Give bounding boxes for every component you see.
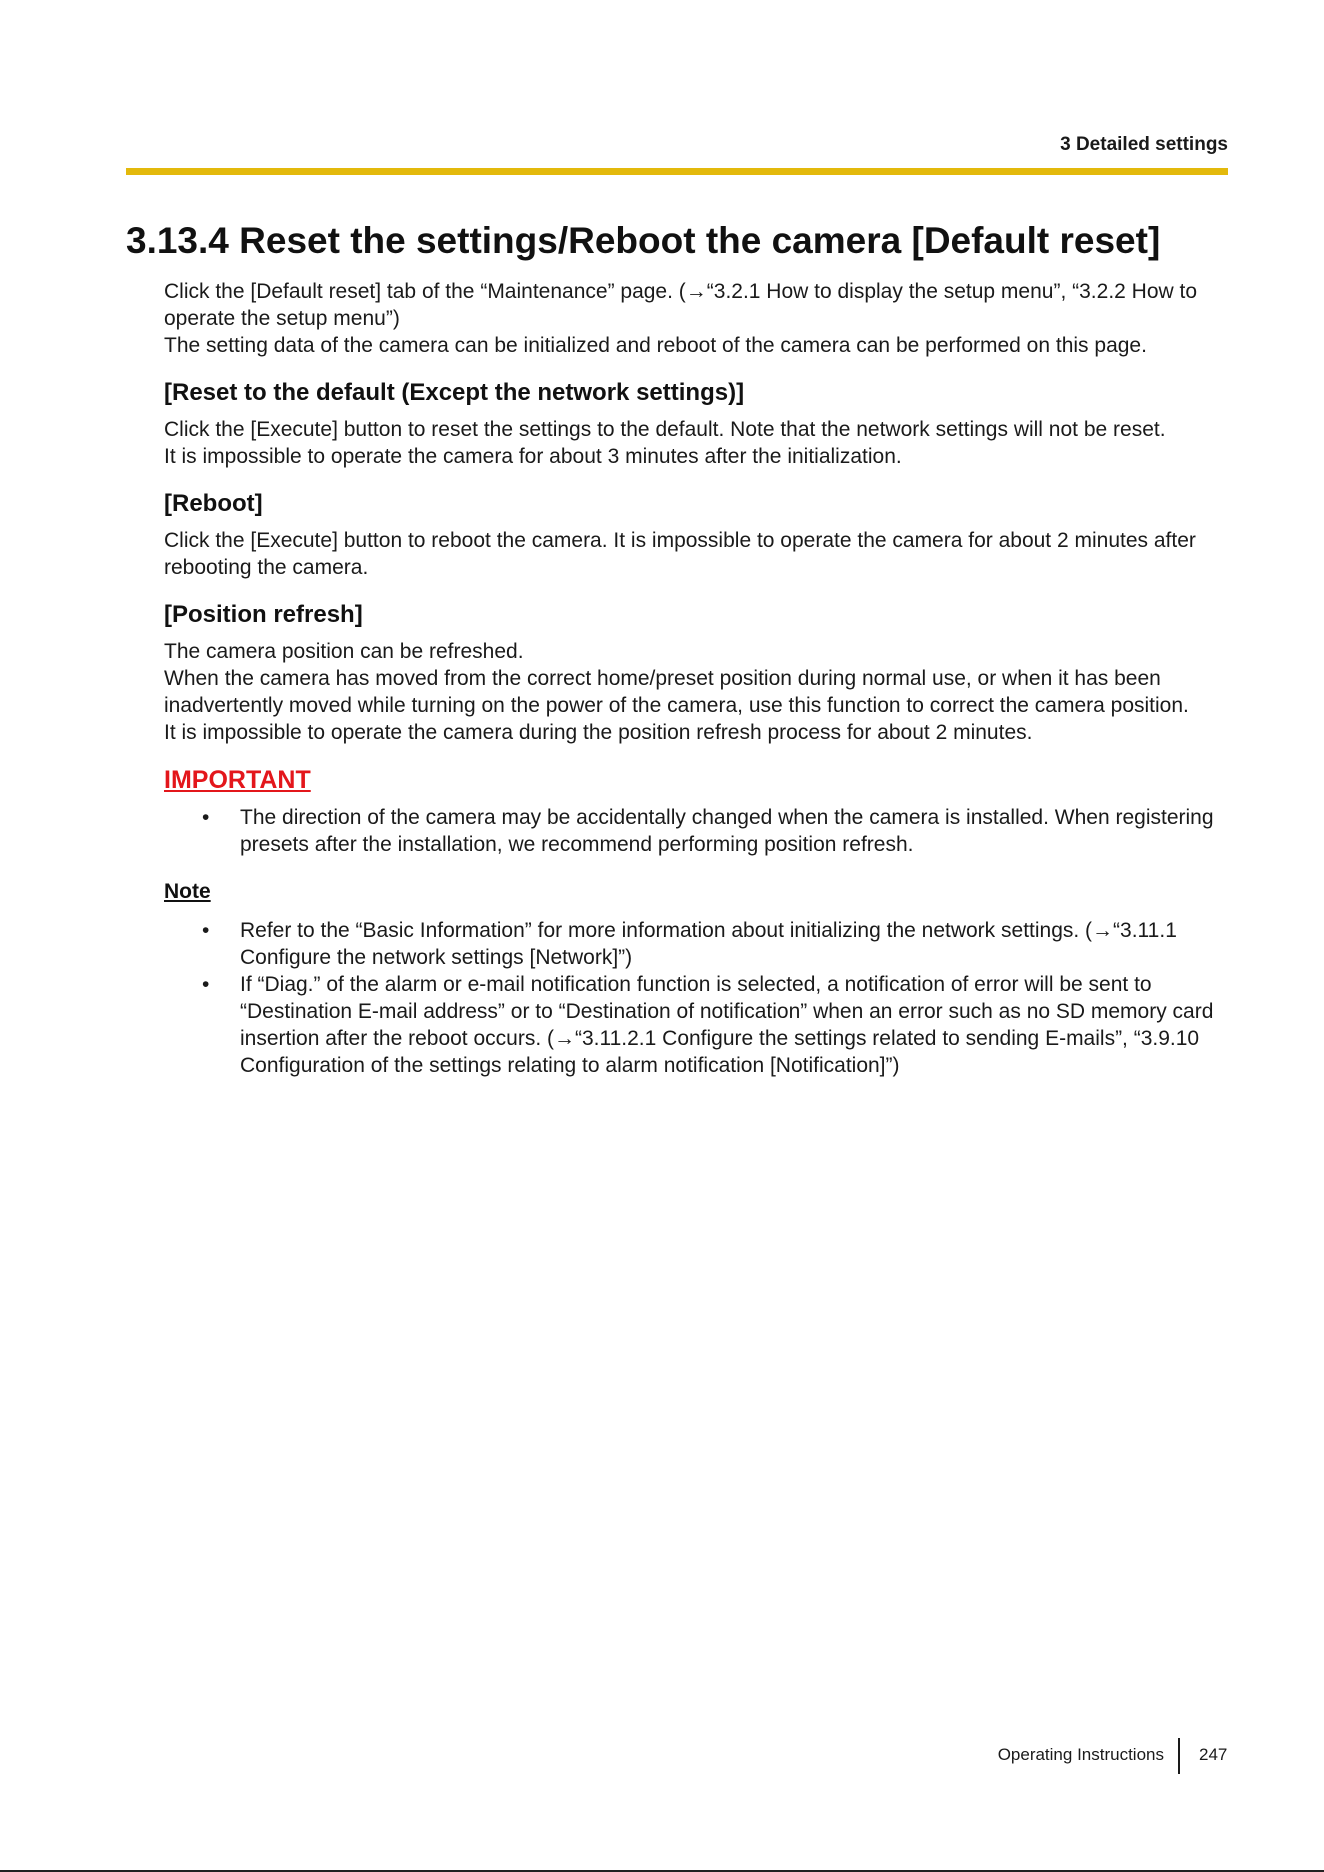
page-content	[164, 278, 1232, 1079]
note-label: Note	[164, 880, 211, 903]
note-item-text: If “Diag.” of the alarm or e-mail notification function is selected, a notification of error will be sent to “Destination E-mail address” or to “Destination of notification” when an error such as no SD memory card insertion after the reboot occurs. (→“3.11.2.1 Configure the settings related to sending E-mails”, “3.9.10 Configuration of the settings relating to alarm notification [Notification]”)	[240, 973, 1214, 1077]
bullet-icon: •	[202, 973, 210, 996]
position-refresh-line-3: It is impossible to operate the camera during the position refresh process for about 2 minutes.	[164, 721, 1033, 744]
heading-reset-default: [Reset to the default (Except the network settings)]	[164, 379, 745, 406]
heading-reboot: [Reboot]	[164, 490, 263, 517]
bullet-icon: •	[202, 919, 210, 942]
page-number: 247	[1199, 1745, 1228, 1764]
important-list	[164, 804, 1232, 858]
important-item-text: The direction of the camera may be accidentally changed when the camera is installed. When registering presets after the installation, we recommend performing position refresh.	[240, 806, 1214, 856]
list-item	[164, 804, 1232, 858]
heading-position-refresh: [Position refresh]	[164, 601, 363, 628]
reset-default-line-2: It is impossible to operate the camera for about 3 minutes after the initialization.	[164, 445, 902, 468]
note-item-text: Refer to the “Basic Information” for more information about initializing the network settings. (→“3.11.1 Configure the network settings [Network]”)	[240, 919, 1177, 969]
list-item	[164, 917, 1232, 971]
intro-paragraph-2: The setting data of the camera can be initialized and reboot of the camera can be performed on this page.	[164, 334, 1147, 357]
intro-paragraph-1: Click the [Default reset] tab of the “Maintenance” page. (→“3.2.1 How to display the setup menu”, “3.2.2 How to operate the setup menu”)	[164, 280, 1198, 330]
position-refresh-line-1: The camera position can be refreshed.	[164, 640, 524, 663]
position-refresh-line-2: When the camera has moved from the correct home/preset position during normal use, or when it has been inadvertently moved while turning on the power of the camera, use this function to correct the camera position.	[164, 667, 1189, 717]
header-rule	[126, 168, 1228, 175]
list-item	[164, 971, 1232, 1079]
important-label: IMPORTANT	[164, 766, 311, 794]
reset-default-line-1: Click the [Execute] button to reset the settings to the default. Note that the network settings will not be reset.	[164, 418, 1166, 441]
footer-label: Operating Instructions	[997, 1745, 1164, 1764]
running-head: 3 Detailed settings	[1060, 134, 1228, 155]
footer-separator	[1178, 1738, 1180, 1774]
section-title: 3.13.4 Reset the settings/Reboot the camera [Default reset]	[126, 220, 1161, 261]
bullet-icon: •	[202, 806, 210, 829]
note-list	[164, 917, 1232, 1079]
reboot-line-1: Click the [Execute] button to reboot the camera. It is impossible to operate the camera for about 2 minutes after rebooting the camera.	[164, 529, 1196, 579]
